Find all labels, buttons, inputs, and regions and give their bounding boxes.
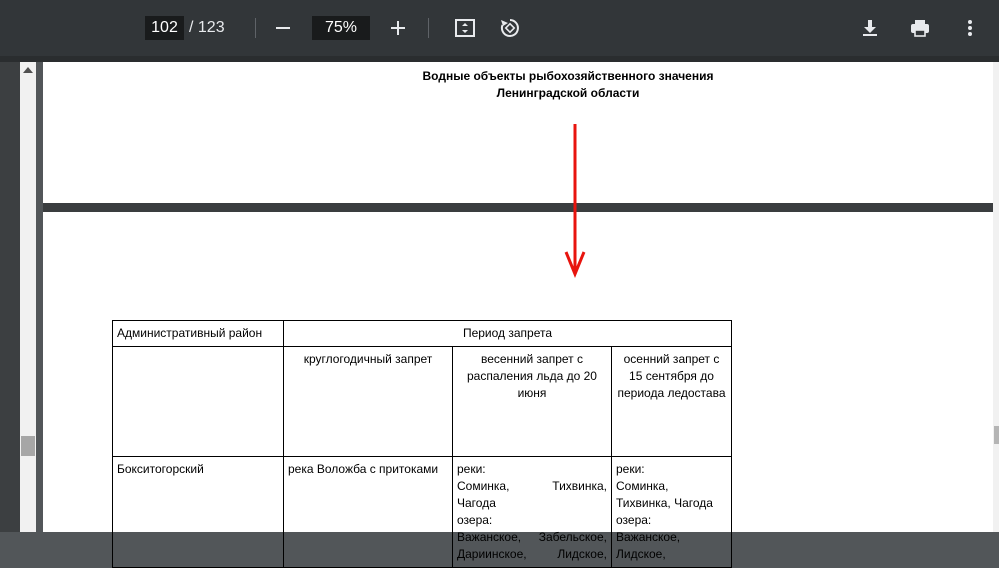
lake-name: Лидское,: [616, 547, 666, 561]
year-round-cell: река Воложба с притоками: [284, 457, 453, 568]
rivers-label: реки:: [457, 462, 486, 476]
lakes-label: озера:: [616, 513, 652, 527]
lake-name: Лидское,: [557, 547, 607, 561]
subheader-autumn: осенний запрет с 15 сентября до периода ледостава: [612, 347, 732, 457]
subheader-year-round: круглогодичный запрет: [284, 347, 453, 457]
toolbar-divider: [255, 18, 256, 38]
print-icon: [909, 18, 931, 38]
zoom-input[interactable]: 75%: [312, 16, 370, 40]
lake-name: Важанское,: [616, 530, 681, 544]
river-name: Тихвинка, Чагода: [616, 496, 713, 510]
lakes-line: [457, 546, 607, 563]
table-subheader-row: [113, 347, 732, 457]
empty-cell: [113, 347, 284, 457]
thumbnail-pane: [0, 62, 20, 532]
toolbar-divider: [428, 18, 429, 38]
zoom-in-button[interactable]: [385, 15, 411, 41]
right-scrollbar[interactable]: [993, 62, 999, 532]
header-period: Период запрета: [284, 321, 732, 347]
pdf-toolbar: [0, 0, 999, 56]
zoom-out-button[interactable]: [270, 15, 296, 41]
table-row: [113, 457, 732, 568]
district-cell: Бокситогорский: [113, 457, 284, 568]
table-header-row: [113, 321, 732, 347]
plus-icon: [389, 19, 407, 37]
lake-name: Забельское,: [538, 530, 607, 544]
river-name: Соминка,: [457, 479, 510, 493]
left-scrollbar-thumb[interactable]: [21, 436, 35, 456]
red-arrow-icon: [560, 120, 590, 282]
rotate-button[interactable]: [497, 15, 523, 41]
rivers-label: реки:: [616, 462, 645, 476]
rivers-line: [457, 478, 607, 495]
document-title: [380, 68, 756, 102]
header-district: Административный район: [113, 321, 284, 347]
title-line: Водные объекты рыбохозяйственного значения: [422, 69, 714, 83]
left-scrollbar[interactable]: [20, 62, 36, 532]
page-separator: [43, 203, 993, 212]
subheader-spring: весенний запрет с распаления льда до 20 июня: [453, 347, 612, 457]
page-total: / 123: [189, 19, 225, 36]
print-button[interactable]: [907, 15, 933, 41]
lake-name: Дариинское,: [457, 547, 527, 561]
river-name: Тихвинка,: [552, 479, 607, 493]
fishing-ban-table: [112, 320, 732, 568]
more-actions-button[interactable]: [957, 15, 983, 41]
right-scrollbar-thumb[interactable]: [994, 426, 999, 444]
download-icon: [860, 18, 880, 38]
fit-to-page-button[interactable]: [452, 15, 478, 41]
title-line: Ленинградской области: [496, 86, 640, 100]
minus-icon: [274, 19, 292, 37]
river-name: Соминка,: [616, 479, 669, 493]
lake-name: Важанское,: [457, 530, 522, 544]
lakes-label: озера:: [457, 513, 493, 527]
more-vert-icon: [967, 18, 973, 38]
scroll-up-arrow-icon[interactable]: [20, 62, 36, 78]
rotate-icon: [499, 17, 521, 39]
autumn-cell: [612, 457, 732, 568]
download-button[interactable]: [857, 15, 883, 41]
spring-cell: [453, 457, 612, 568]
fit-page-icon: [454, 18, 476, 38]
river-name: Чагода: [457, 496, 496, 510]
page-number-input[interactable]: 102: [145, 16, 184, 40]
